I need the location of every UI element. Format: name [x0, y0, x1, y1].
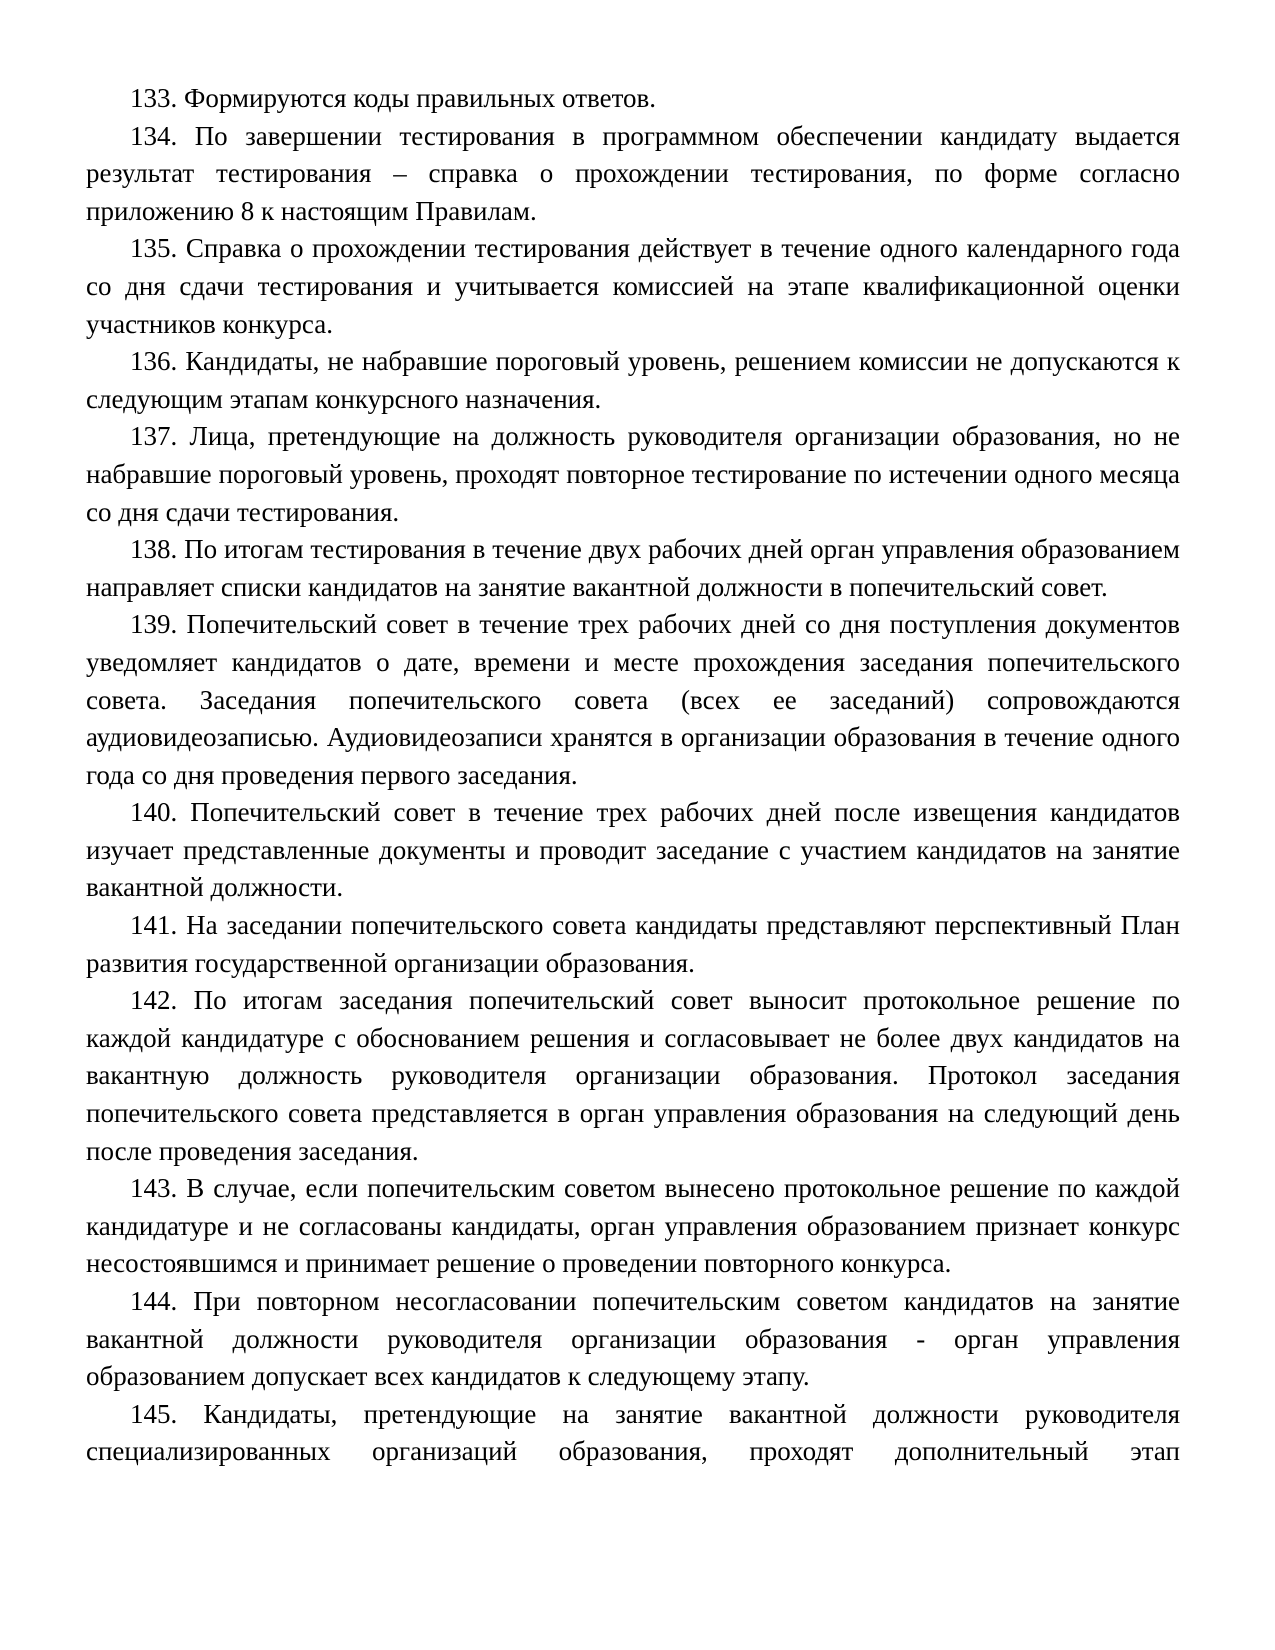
- paragraph-number: 137.: [130, 421, 178, 452]
- paragraph-138: [86, 531, 1180, 606]
- paragraph-text: При повторном несогласовании попечительским советом кандидатов на занятие вакантной должности руководителя организации образования - орган управления образованием допускает всех кандидатов к следующему этапу.: [86, 1286, 1181, 1392]
- paragraph-number: 138.: [130, 534, 178, 565]
- paragraph-134: [86, 118, 1180, 231]
- paragraph-text: Лица, претендующие на должность руководителя организации образования, но не набравшие пороговый уровень, проходят повторное тестирование по истечении одного месяца со дня сдачи тестирования.: [86, 421, 1181, 527]
- paragraph-135: [86, 230, 1180, 343]
- paragraph-text: По завершении тестирования в программном обеспечении кандидату выдается результат тестирования – справка о прохождении тестирования, по форме согласно приложению 8 к настоящим Правилам.: [86, 120, 1180, 226]
- paragraph-text: Кандидаты, претендующие на занятие вакантной должности руководителя специализированных организаций образования, проходят дополнительный этап: [86, 1398, 1180, 1467]
- paragraph-145: [86, 1396, 1180, 1471]
- paragraph-text: По итогам заседания попечительский совет выносит протокольное решение по каждой кандидатуре с обоснованием решения и согласовывает не более двух кандидатов на вакантную должность руководителя организации образования. Протокол заседания попечительского совета представляется в орган управления образования на следующий день после проведения заседания.: [86, 985, 1181, 1166]
- paragraph-text: Кандидаты, не набравшие пороговый уровень, решением комиссии не допускаются к следующим этапам конкурсного назначения.: [86, 346, 1181, 414]
- paragraph-number: 140.: [130, 797, 178, 828]
- paragraph-text: По итогам тестирования в течение двух рабочих дней орган управления образованием направляет списки кандидатов на занятие вакантной должности в попечительский совет.: [86, 534, 1180, 602]
- paragraph-text: Попечительский совет в течение трех рабочих дней со дня поступления документов уведомляет кандидатов о дате, времени и месте прохождения заседания попечительского совета. Заседания попечительского совета (всех ее заседаний) сопровождаются аудиовидеозаписью. Аудиовидеозаписи хранятся в организации образования в течение одного года со дня проведения первого заседания.: [86, 609, 1181, 790]
- paragraph-number: 134.: [130, 120, 178, 151]
- paragraph-137: [86, 418, 1180, 531]
- paragraph-number: 141.: [130, 910, 178, 941]
- paragraph-number: 136.: [130, 346, 178, 377]
- paragraph-text: В случае, если попечительским советом вынесено протокольное решение по каждой кандидатуре и не согласованы кандидаты, орган управления образованием признает конкурс несостоявшимся и принимает решение о проведении повторного конкурса.: [86, 1173, 1181, 1279]
- paragraph-141: [86, 907, 1180, 982]
- paragraph-number: 142.: [130, 985, 178, 1016]
- paragraph-144: [86, 1283, 1180, 1396]
- paragraph-number: 143.: [130, 1173, 178, 1204]
- paragraph-number: 133.: [130, 83, 178, 113]
- paragraph-139: [86, 606, 1180, 794]
- paragraph-number: 135.: [130, 233, 178, 264]
- paragraph-142: [86, 982, 1180, 1170]
- paragraph-number: 139.: [130, 609, 178, 640]
- paragraph-143: [86, 1170, 1180, 1283]
- paragraph-text: Формируются коды правильных ответов.: [184, 83, 657, 113]
- paragraph-text: Попечительский совет в течение трех рабочих дней после извещения кандидатов изучает представленные документы и проводит заседание с участием кандидатов на занятие вакантной должности.: [86, 797, 1181, 903]
- paragraph-number: 145.: [130, 1398, 178, 1429]
- paragraph-number: 144.: [130, 1286, 178, 1316]
- paragraph-text: На заседании попечительского совета кандидаты представляют перспективный План развития государственной организации образования.: [86, 910, 1180, 978]
- paragraph-133: [86, 80, 1180, 118]
- paragraph-140: [86, 794, 1180, 907]
- paragraph-136: [86, 343, 1180, 418]
- document-page: [86, 80, 1180, 1471]
- paragraph-text: Справка о прохождении тестирования действует в течение одного календарного года со дня сдачи тестирования и учитывается комиссией на этапе квалификационной оценки участников конкурса.: [86, 233, 1180, 339]
